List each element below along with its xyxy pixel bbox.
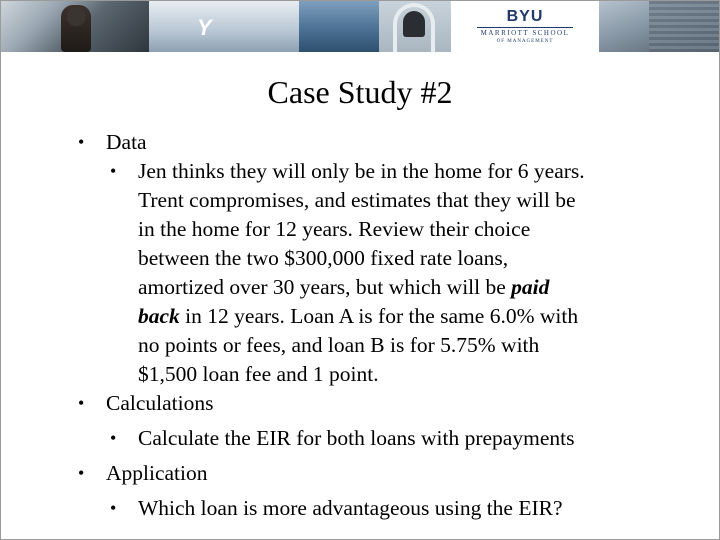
data-line: $1,500 loan fee and 1 point.: [138, 362, 379, 386]
data-line: back in 12 years. Loan A is for the same 6.0% with: [138, 304, 579, 328]
bullet-application: [78, 459, 698, 488]
statue-photo: [1, 1, 149, 52]
calc-text: Calculate the EIR for both loans with prepayments: [138, 426, 575, 450]
bullet-calculations-detail: [78, 424, 698, 453]
logo-school-text: MARRIOTT SCHOOL: [480, 28, 570, 37]
app-heading: Application: [106, 461, 208, 485]
building-photo: [599, 1, 719, 52]
data-line: Trent compromises, and estimates that they will be: [138, 188, 576, 212]
bell-icon: [403, 11, 425, 37]
bullet-icon: •: [110, 498, 117, 518]
bullet-icon: •: [110, 428, 117, 448]
byu-logo: [451, 1, 599, 52]
bullet-icon: •: [78, 393, 85, 413]
data-line: Jen thinks they will only be in the home for 6 years.: [138, 159, 585, 183]
bullet-data-detail: [78, 157, 698, 389]
y-mark-icon: Y: [197, 15, 210, 40]
logo-sub-text: OF MANAGEMENT: [496, 38, 554, 44]
data-line: in the home for 12 years. Review their choice: [138, 217, 531, 241]
bullet-icon: •: [78, 132, 85, 152]
app-text: Which loan is more advantageous using the EIR?: [138, 496, 563, 520]
slide-body: [78, 128, 698, 523]
data-line: between the two $300,000 fixed rate loans,: [138, 246, 509, 270]
slide-title: Case Study #2: [267, 74, 453, 110]
logo-byu-text: BYU: [506, 7, 544, 25]
emphasis-back: back: [138, 304, 180, 328]
y-mountain-photo: [149, 1, 299, 52]
bullet-application-detail: [78, 494, 698, 523]
bullet-icon: •: [78, 463, 85, 483]
data-heading: Data: [106, 130, 147, 154]
data-paragraph: [138, 157, 698, 389]
emphasis-paid: paid: [511, 275, 550, 299]
bullet-icon: •: [110, 161, 117, 181]
data-line: amortized over 30 years, but which will be paid: [138, 275, 550, 299]
header-banner: [1, 1, 719, 52]
calc-heading: Calculations: [106, 391, 214, 415]
data-line: no points or fees, and loan B is for 5.75% with: [138, 333, 540, 357]
landscape-photo: [299, 1, 379, 52]
bullet-calculations: [78, 389, 698, 418]
bullet-data: [78, 128, 698, 157]
bell-tower-photo: [379, 1, 451, 52]
